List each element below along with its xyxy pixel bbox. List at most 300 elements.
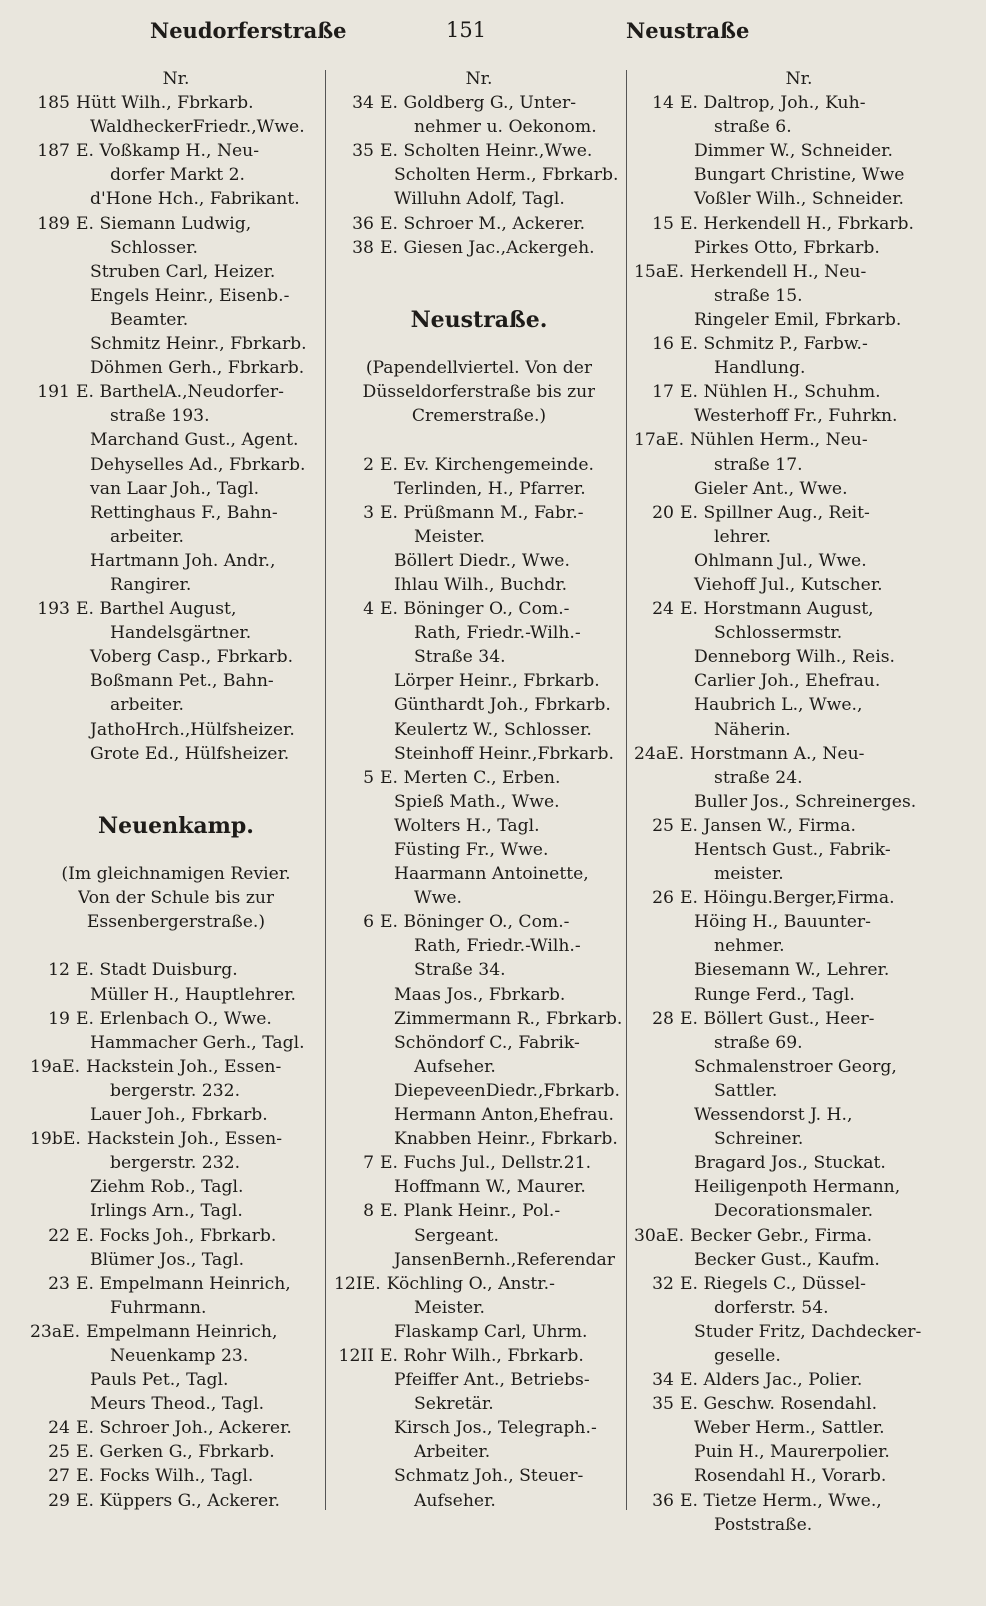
house-number <box>30 669 76 693</box>
house-number <box>30 693 76 717</box>
house-entry <box>334 236 624 260</box>
page-header <box>0 18 986 52</box>
entry-text: Runge Ferd., Tagl. <box>694 984 855 1005</box>
house-entry <box>334 139 624 163</box>
entry-text: lehrer. <box>714 526 771 547</box>
house-number <box>30 525 76 549</box>
house-entry <box>30 380 322 404</box>
house-entry <box>634 1392 964 1416</box>
house-entry <box>30 597 322 621</box>
entry-text: straße 69. <box>714 1032 803 1053</box>
resident-entry <box>634 308 964 332</box>
entry-text: JathoHrch.,Hülfsheizer. <box>90 719 295 740</box>
entry-text: Ihlau Wilh., Buchdr. <box>394 574 568 595</box>
resident-entry <box>334 1079 624 1103</box>
house-number <box>334 958 380 982</box>
street-heading <box>30 814 322 838</box>
entry-continuation <box>30 693 322 717</box>
house-number <box>634 1416 680 1440</box>
house-entry <box>30 1224 322 1248</box>
house-entry <box>634 1224 964 1248</box>
entry-text: Nühlen Herm., Neu- <box>690 430 868 451</box>
entry-text: Marchand Gust., Agent. <box>90 430 299 451</box>
house-number <box>634 187 680 211</box>
resident-entry <box>634 1103 964 1127</box>
house-number: 24 <box>652 599 674 620</box>
entry-text: Biesemann W., Lehrer. <box>694 960 890 981</box>
resident-entry <box>30 187 322 211</box>
entry-text: E. Scholten Heinr.,Wwe. <box>380 141 593 162</box>
house-number: 6 <box>363 912 374 933</box>
street-description <box>30 910 322 934</box>
resident-entry <box>634 1175 964 1199</box>
house-number: 193 <box>37 599 70 620</box>
house-number: 23aE. <box>30 1321 81 1342</box>
entry-text: Hammacher Gerh., Tagl. <box>90 1032 305 1053</box>
house-number <box>30 332 76 356</box>
entry-text <box>334 260 624 284</box>
house-number <box>334 1368 380 1392</box>
house-number: 187 <box>37 141 70 162</box>
house-entry <box>634 742 964 766</box>
resident-entry <box>30 718 322 742</box>
entry-text: E. Ev. Kirchengemeinde. <box>380 454 594 475</box>
house-number: 189 <box>37 213 70 234</box>
house-entry <box>634 1489 964 1513</box>
entry-text: Aufseher. <box>414 1056 496 1077</box>
entry-text: Nr. <box>465 69 493 89</box>
entry-text: E. Schroer M., Ackerer. <box>380 213 586 234</box>
column-2 <box>334 67 624 1513</box>
house-number <box>30 477 76 501</box>
entry-continuation <box>30 621 322 645</box>
house-number <box>30 260 76 284</box>
entry-text: Buller Jos., Schreinerges. <box>694 791 917 812</box>
entry-text: Arbeiter. <box>414 1442 491 1463</box>
house-number <box>30 1248 76 1272</box>
house-number <box>334 573 380 597</box>
resident-entry <box>334 1320 624 1344</box>
entry-text: E. Erlenbach O., Wwe. <box>76 1008 272 1029</box>
resident-entry <box>634 187 964 211</box>
entry-text: WaldheckerFriedr.,Wwe. <box>90 117 305 138</box>
entry-text: Pfeiffer Ant., Betriebs- <box>394 1370 590 1391</box>
entry-text: Puin H., Maurerpolier. <box>694 1442 890 1463</box>
entry-text: Horstmann A., Neu- <box>690 743 865 764</box>
resident-entry <box>634 573 964 597</box>
entry-text: Rath, Friedr.-Wilh.- <box>414 623 581 644</box>
entry-text: Näherin. <box>714 719 791 740</box>
entry-continuation <box>30 404 322 428</box>
house-number <box>30 236 76 260</box>
resident-entry <box>334 1127 624 1151</box>
house-entry <box>30 1272 322 1296</box>
house-number <box>634 1151 680 1175</box>
entry-text: Knabben Heinr., Fbrkarb. <box>394 1129 618 1150</box>
house-number: 23 <box>48 1273 70 1294</box>
house-entry <box>634 1272 964 1296</box>
house-entry <box>334 501 624 525</box>
resident-entry <box>334 1368 624 1392</box>
house-entry <box>30 139 322 163</box>
entry-text: Becker Gust., Kaufm. <box>694 1249 880 1270</box>
house-number <box>334 621 380 645</box>
resident-entry <box>30 742 322 766</box>
entry-text: Studer Fritz, Dachdecker- <box>694 1321 922 1342</box>
entry-text: Sattler. <box>714 1080 778 1101</box>
entry-continuation <box>634 934 964 958</box>
house-number <box>334 549 380 573</box>
entry-continuation <box>30 1079 322 1103</box>
entry-text: E. Focks Joh., Fbrkarb. <box>76 1225 277 1246</box>
resident-entry <box>334 742 624 766</box>
entry-text: Düsseldorferstraße bis zur <box>362 382 596 403</box>
house-number <box>334 525 380 549</box>
entry-text: dorfer Markt 2. <box>110 165 246 186</box>
house-number <box>334 1248 380 1272</box>
house-number <box>634 284 680 308</box>
entry-continuation <box>30 573 322 597</box>
house-number <box>30 115 76 139</box>
resident-entry <box>30 549 322 573</box>
resident-entry <box>634 404 964 428</box>
entry-text: (Im gleichnamigen Revier. <box>61 864 291 885</box>
house-number <box>634 1464 680 1488</box>
house-number <box>334 886 380 910</box>
house-number <box>634 573 680 597</box>
resident-entry <box>634 1440 964 1464</box>
house-number: 34 <box>652 1370 674 1391</box>
entry-text: Becker Gebr., Firma. <box>690 1225 873 1246</box>
blank-line <box>30 790 322 814</box>
blank-line <box>334 332 624 356</box>
column-divider <box>626 70 627 1510</box>
house-number: 35 <box>352 141 374 162</box>
house-number <box>30 1103 76 1127</box>
street-description <box>30 862 322 886</box>
house-number <box>334 1079 380 1103</box>
house-number <box>30 718 76 742</box>
entry-continuation <box>30 1296 322 1320</box>
house-entry <box>30 958 322 982</box>
entry-text: Gieler Ant., Wwe. <box>694 478 848 499</box>
entry-text: E. Jansen W., Firma. <box>680 815 856 836</box>
entry-text: Hackstein Joh., Essen- <box>86 1129 283 1150</box>
blank-line <box>334 284 624 308</box>
house-number <box>30 1296 76 1320</box>
house-number: 15aE. <box>634 261 685 282</box>
resident-entry <box>634 1464 964 1488</box>
entry-text: Lauer Joh., Fbrkarb. <box>90 1105 268 1126</box>
entry-text: Schlosser. <box>110 237 198 258</box>
entry-text: Voberg Casp., Fbrkarb. <box>90 647 294 668</box>
entry-text: Voßler Wilh., Schneider. <box>694 189 904 210</box>
entry-text: Decorationsmaler. <box>714 1201 874 1222</box>
house-number <box>634 862 680 886</box>
resident-entry <box>334 573 624 597</box>
house-number <box>30 1344 76 1368</box>
house-entry <box>30 1127 322 1151</box>
entry-text: Ringeler Emil, Fbrkarb. <box>694 309 902 330</box>
resident-entry <box>30 1175 322 1199</box>
house-number: 191 <box>37 382 70 403</box>
house-number <box>634 1103 680 1127</box>
house-number <box>30 742 76 766</box>
house-entry <box>30 212 322 236</box>
entry-text: Weber Herm., Sattler. <box>694 1418 885 1439</box>
entry-text: Keulertz W., Schlosser. <box>394 719 592 740</box>
resident-entry <box>334 477 624 501</box>
house-number <box>334 934 380 958</box>
entry-text: nehmer u. Oekonom. <box>414 117 597 138</box>
house-number <box>634 838 680 862</box>
house-number <box>30 1175 76 1199</box>
blank-line <box>30 766 322 790</box>
house-number <box>634 1199 680 1223</box>
house-number: 29 <box>48 1490 70 1511</box>
blank-line <box>30 838 322 862</box>
resident-entry <box>334 669 624 693</box>
entry-text: Dehyselles Ad., Fbrkarb. <box>90 454 306 475</box>
entry-text: Irlings Arn., Tagl. <box>90 1201 243 1222</box>
street-description <box>334 67 624 91</box>
house-number <box>334 790 380 814</box>
entry-text: Pirkes Otto, Fbrkarb. <box>694 237 880 258</box>
entry-text: Steinhoff Heinr.,Fbrkarb. <box>394 743 614 764</box>
entry-text: Wolters H., Tagl. <box>394 815 540 836</box>
resident-entry <box>334 1416 624 1440</box>
entry-text: Beamter. <box>110 309 189 330</box>
entry-text: Höing H., Bauunter- <box>694 912 871 933</box>
house-number <box>30 1151 76 1175</box>
resident-entry <box>334 1103 624 1127</box>
entry-continuation <box>634 1127 964 1151</box>
entry-text: Empelmann Heinrich, <box>86 1321 278 1342</box>
entry-continuation <box>334 525 624 549</box>
entry-text: JansenBernh.,Referendar <box>394 1249 615 1270</box>
house-number <box>334 1175 380 1199</box>
house-entry <box>334 1199 624 1223</box>
entry-text <box>30 934 322 958</box>
entry-text: van Laar Joh., Tagl. <box>90 478 260 499</box>
house-entry <box>334 766 624 790</box>
entry-continuation <box>334 934 624 958</box>
entry-text: Essenbergerstraße.) <box>86 912 266 933</box>
house-number: 17 <box>652 382 674 403</box>
entry-text: Böllert Diedr., Wwe. <box>394 550 570 571</box>
house-number <box>634 934 680 958</box>
entry-text: Carlier Joh., Ehefrau. <box>694 671 881 692</box>
entry-text: Hentsch Gust., Fabrik- <box>694 840 891 860</box>
resident-entry <box>30 669 322 693</box>
entry-text: Müller H., Hauptlehrer. <box>90 984 297 1005</box>
entry-text: Heiligenpoth Hermann, <box>694 1177 901 1198</box>
entry-continuation <box>334 621 624 645</box>
entry-text: Ohlmann Jul., Wwe. <box>694 550 867 571</box>
house-number <box>334 1489 380 1513</box>
entry-text: Neuenkamp 23. <box>110 1345 249 1366</box>
house-number: 3 <box>363 502 374 523</box>
house-number <box>634 1175 680 1199</box>
house-number <box>30 1031 76 1055</box>
resident-entry <box>634 477 964 501</box>
house-number <box>334 693 380 717</box>
house-number <box>334 477 380 501</box>
entry-text: Fuhrmann. <box>110 1297 207 1318</box>
house-entry <box>634 501 964 525</box>
entry-continuation <box>334 1489 624 1513</box>
blank-line <box>334 260 624 284</box>
entry-text: E. Plank Heinr., Pol.- <box>380 1201 561 1222</box>
entry-text: Handelsgärtner. <box>110 623 252 644</box>
entry-text: Viehoff Jul., Kutscher. <box>694 574 883 595</box>
entry-text: Meister. <box>414 526 485 547</box>
entry-continuation <box>634 862 964 886</box>
house-number <box>334 814 380 838</box>
entry-text: E. Merten C., Erben. <box>380 767 561 788</box>
house-number <box>30 549 76 573</box>
house-number: 14 <box>652 93 674 114</box>
entry-text: E. Schroer Joh., Ackerer. <box>76 1418 292 1439</box>
resident-entry <box>30 1031 322 1055</box>
entry-text <box>30 838 322 862</box>
entry-text: Haubrich L., Wwe., <box>694 695 863 716</box>
entry-text: straße 24. <box>714 767 803 788</box>
house-number: 22 <box>48 1225 70 1246</box>
entry-text: Wessendorst J. H., <box>694 1105 853 1126</box>
entry-text: Bungart Christine, Wwe <box>694 165 905 186</box>
house-number <box>334 1127 380 1151</box>
resident-entry <box>334 718 624 742</box>
running-head-right: Neustraße <box>626 18 750 43</box>
entry-text: E. Gerken G., Fbrkarb. <box>76 1442 275 1463</box>
resident-entry <box>634 163 964 187</box>
entry-continuation <box>334 115 624 139</box>
resident-entry <box>634 669 964 693</box>
house-number <box>30 356 76 380</box>
house-number: 19aE. <box>30 1056 81 1077</box>
entry-text: Lörper Heinr., Fbrkarb. <box>394 671 600 692</box>
entry-text: Denneborg Wilh., Reis. <box>694 647 896 668</box>
column-divider <box>325 70 326 1510</box>
entry-text: Günthardt Joh., Fbrkarb. <box>394 695 611 716</box>
house-entry <box>634 380 964 404</box>
house-entry <box>334 597 624 621</box>
house-number <box>634 910 680 934</box>
house-number <box>634 1127 680 1151</box>
house-number <box>30 1199 76 1223</box>
street-description <box>634 67 964 91</box>
entry-text: E. Herkendell H., Fbrkarb. <box>680 213 915 234</box>
blank-line <box>30 934 322 958</box>
entry-text: Köchling O., Anstr.- <box>386 1273 555 1294</box>
house-number: 16 <box>652 334 674 355</box>
entry-continuation <box>634 1513 964 1537</box>
street-description <box>30 886 322 910</box>
house-number <box>634 236 680 260</box>
entry-text: geselle. <box>714 1345 781 1366</box>
entry-text: Westerhoff Fr., Fuhrkn. <box>694 406 898 427</box>
resident-entry <box>634 838 964 862</box>
house-number <box>30 1079 76 1103</box>
entry-text: straße 6. <box>714 117 792 138</box>
house-number <box>30 308 76 332</box>
entry-text: dorferstr. 54. <box>714 1297 829 1318</box>
entry-text <box>30 766 322 790</box>
resident-entry <box>634 1055 964 1079</box>
entry-text: Spieß Math., Wwe. <box>394 791 560 812</box>
house-number <box>30 428 76 452</box>
entry-text: Grote Ed., Hülfsheizer. <box>90 743 290 764</box>
entry-text: E. Rohr Wilh., Fbrkarb. <box>380 1345 584 1366</box>
house-number <box>634 1320 680 1344</box>
entry-text: Nr. <box>785 69 813 89</box>
entry-text: Meurs Theod., Tagl. <box>90 1394 265 1415</box>
entry-text: d'Hone Hch., Fabrikant. <box>90 189 300 210</box>
street-description <box>334 404 624 428</box>
entry-text: Rath, Friedr.-Wilh.- <box>414 936 581 957</box>
entry-text: Haarmann Antoinette, <box>394 864 589 885</box>
house-number <box>634 453 680 477</box>
house-number: 19bE. <box>30 1129 81 1150</box>
house-number <box>334 983 380 1007</box>
entry-text <box>334 284 624 308</box>
resident-entry <box>334 549 624 573</box>
entry-continuation <box>30 236 322 260</box>
entry-text: Hartmann Joh. Andr., <box>90 550 276 571</box>
house-entry <box>334 1151 624 1175</box>
entry-text: Schmitz Heinr., Fbrkarb. <box>90 334 307 355</box>
entry-text: Hackstein Joh., Essen- <box>86 1056 282 1077</box>
resident-entry <box>334 187 624 211</box>
house-number: 36 <box>652 1490 674 1511</box>
resident-entry <box>334 693 624 717</box>
entry-text: Scholten Herm., Fbrkarb. <box>394 165 619 186</box>
entry-text: bergerstr. 232. <box>110 1153 241 1174</box>
entry-continuation <box>30 308 322 332</box>
house-number: 20 <box>652 502 674 523</box>
resident-entry <box>634 1151 964 1175</box>
house-entry <box>634 597 964 621</box>
resident-entry <box>634 910 964 934</box>
house-entry <box>334 212 624 236</box>
house-number <box>30 621 76 645</box>
house-number: 2 <box>363 454 374 475</box>
house-number <box>334 838 380 862</box>
entry-text: Poststraße. <box>714 1514 813 1535</box>
entry-text: Herkendell H., Neu- <box>690 261 867 282</box>
house-number: 38 <box>352 237 374 258</box>
entry-text: Schlossermstr. <box>714 623 843 644</box>
resident-entry <box>334 838 624 862</box>
entry-continuation <box>334 1392 624 1416</box>
house-number <box>634 766 680 790</box>
entry-text: E. Geschw. Rosendahl. <box>680 1394 878 1415</box>
street-description <box>30 67 322 91</box>
house-entry <box>30 1440 322 1464</box>
entry-text: Rangirer. <box>110 574 192 595</box>
house-number <box>30 453 76 477</box>
entry-text: Nr. <box>162 69 190 89</box>
house-number <box>634 477 680 501</box>
entry-text: Pauls Pet., Tagl. <box>90 1370 229 1391</box>
entry-text: Handlung. <box>714 358 806 379</box>
house-number: 24 <box>48 1418 70 1439</box>
house-number <box>634 1513 680 1537</box>
house-number: 5 <box>363 767 374 788</box>
resident-entry <box>30 284 322 308</box>
house-number: 24aE. <box>634 743 685 764</box>
